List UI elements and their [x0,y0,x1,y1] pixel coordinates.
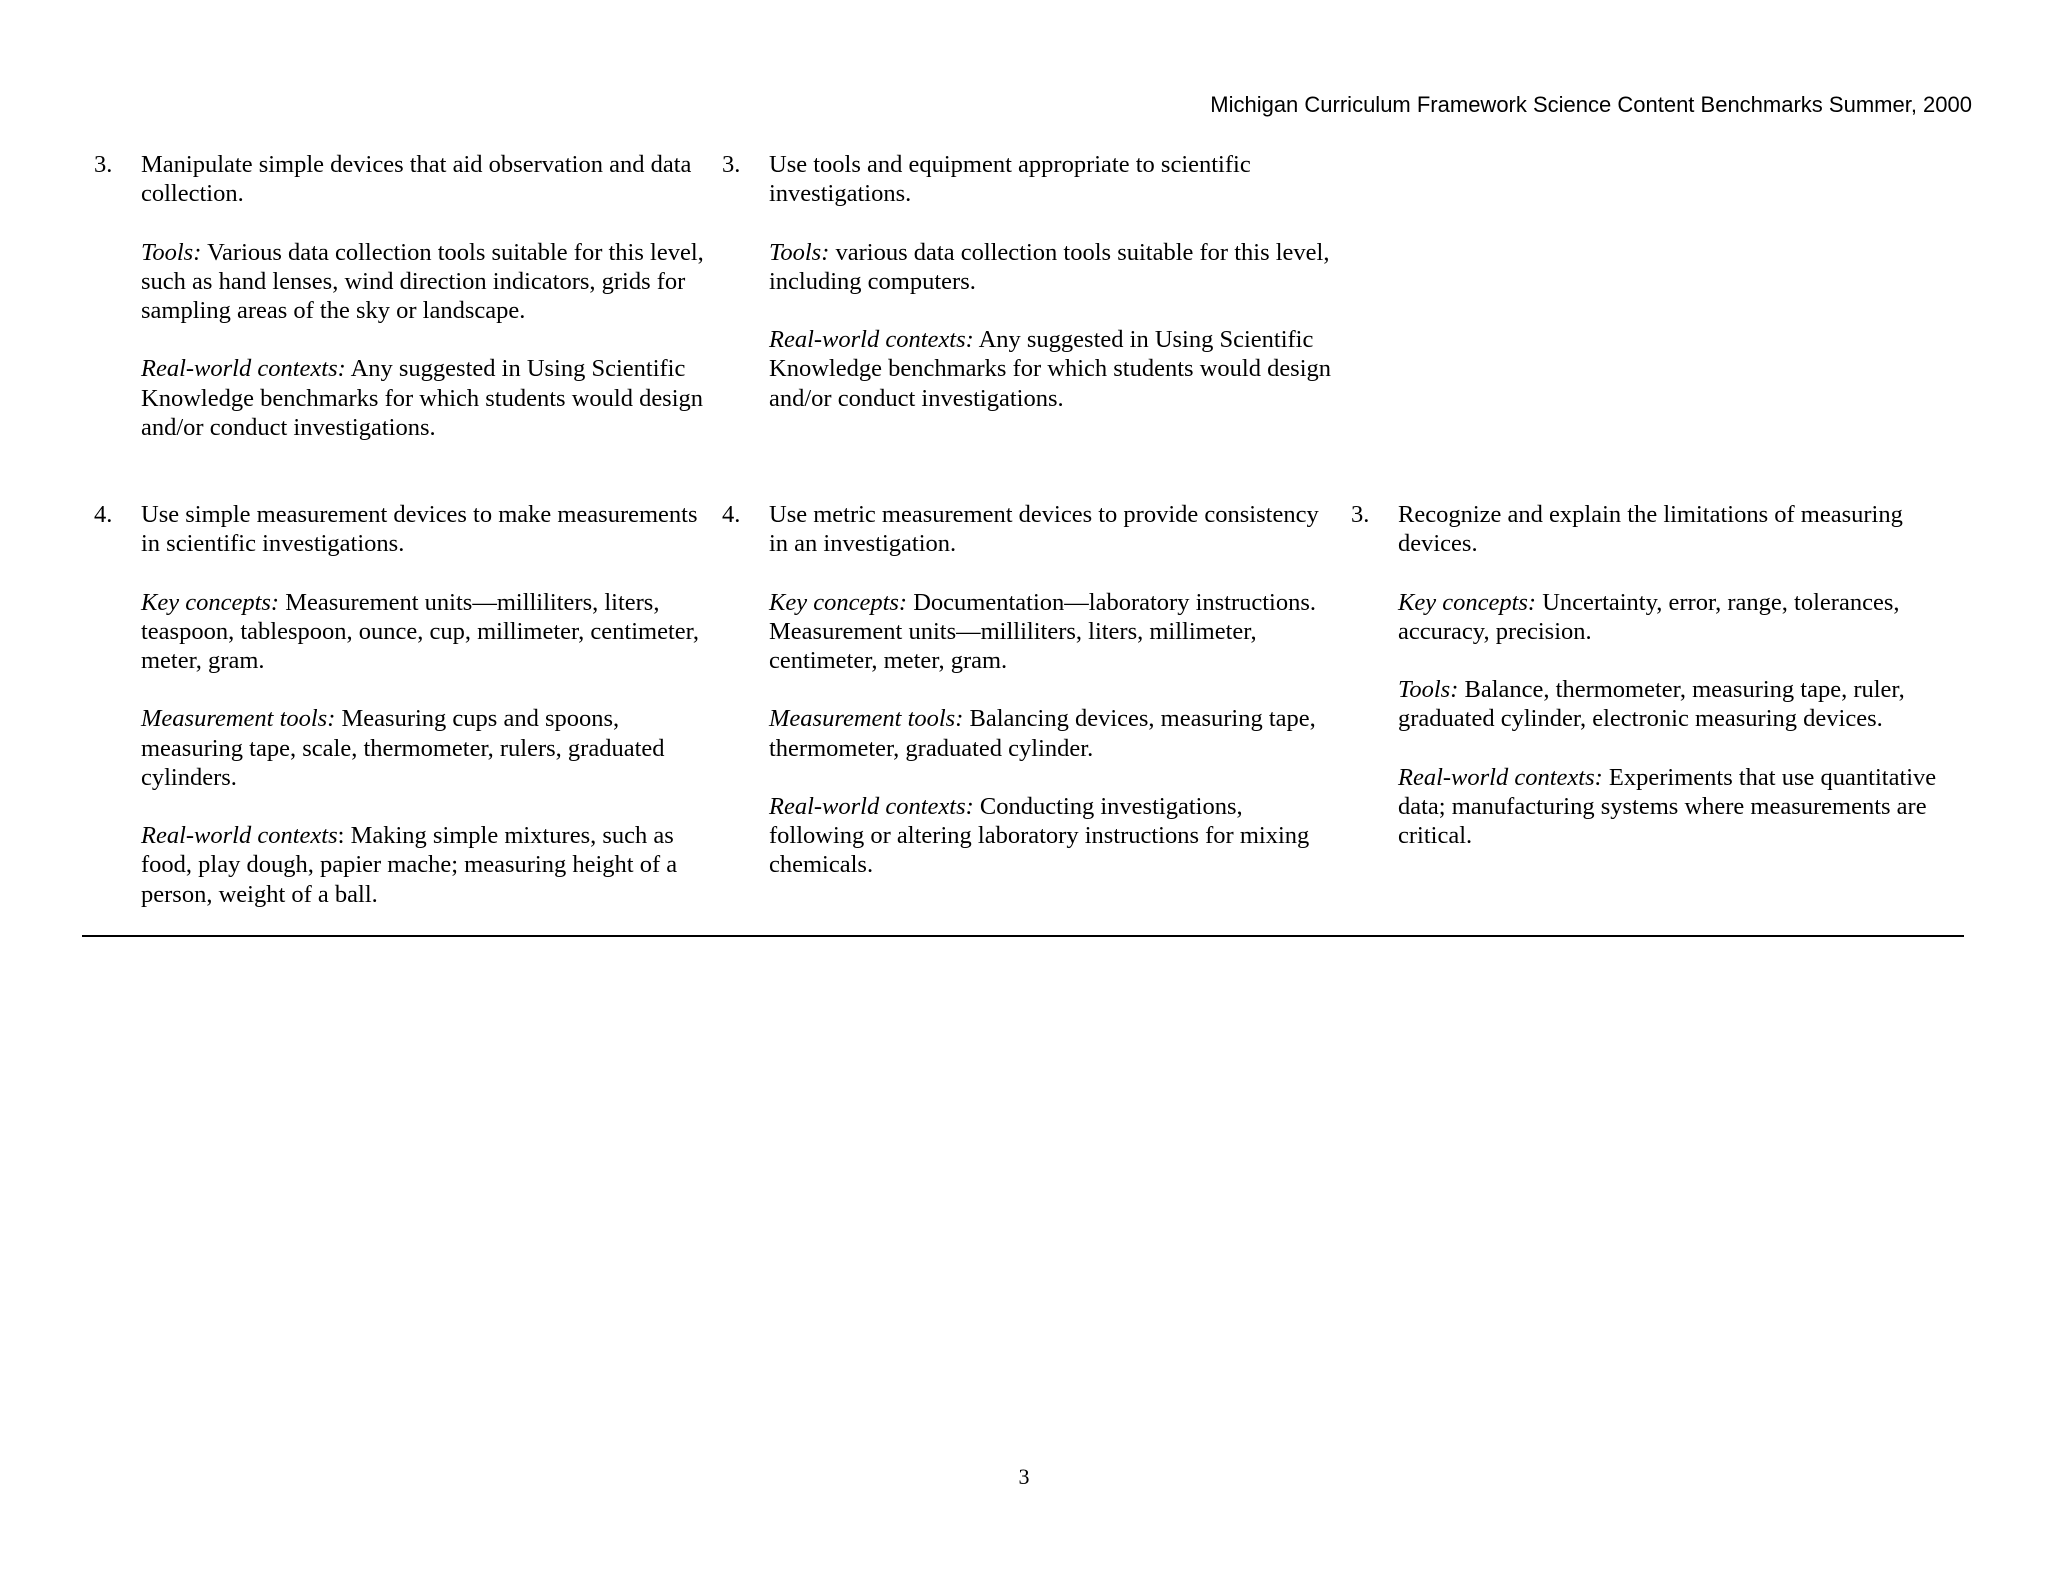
real-world-contexts-text: Any suggested in Using Scientific Knowledge benchmarks for which students would design and/or conduct investigations. [769,326,1332,412]
real-world-contexts-text: Any suggested in Using Scientific Knowledge benchmarks for which students would design and/or conduct investigations. [141,355,704,441]
benchmark-number: 4. [94,501,113,528]
real-world-contexts-label: Real-world contexts: [1398,763,1603,791]
key-concepts-text: Documentation—laboratory instructions. Measurement units—milliliters, liters, millimeter, centimeter, meter, gram. [769,588,1317,674]
tools-label: Tools: [1398,676,1459,704]
running-header: Michigan Curriculum Framework Science Content Benchmarks Summer, 2000 [1210,92,1972,117]
tools-text: Balance, thermometer, measuring tape, ruler, graduated cylinder, electronic measuring devices. [1398,676,1905,733]
benchmark-key-concepts [769,588,1332,676]
benchmark-statement: Use simple measurement devices to make measurements in scientific investigations. [141,501,698,558]
tools-text: Various data collection tools suitable for this level, such as hand lenses, wind direction indicators, grids for sampling areas of the sky or landscape. [141,238,704,324]
benchmark-measurement-tools [769,704,1332,762]
benchmark-real-world-contexts [1398,763,1961,851]
page-number: 3 [1018,1464,1030,1489]
tools-label: Tools: [141,238,202,266]
benchmark-number: 3. [722,151,741,178]
tools-label: Tools: [769,238,830,266]
benchmark-statement: Use metric measurement devices to provide consistency in an investigation. [769,501,1319,558]
benchmark-tools [1398,675,1961,733]
benchmark-r2c1 [94,500,704,909]
benchmark-real-world-contexts [769,792,1332,880]
real-world-contexts-label: Real-world contexts: [769,326,974,354]
benchmark-r1c2 [722,150,1332,413]
benchmark-key-concepts [141,588,704,676]
benchmark-real-world-contexts [141,821,704,909]
real-world-contexts-label: Real-world contexts: [769,792,974,820]
key-concepts-text: Uncertainty, error, range, tolerances, accuracy, precision. [1398,588,1900,645]
benchmark-key-concepts [1398,588,1961,646]
benchmark-statement: Manipulate simple devices that aid observation and data collection. [141,151,692,208]
real-world-contexts-label: Real-world contexts [141,822,338,850]
measurement-tools-label: Measurement tools: [769,705,964,733]
benchmark-r1c1 [94,150,704,442]
benchmark-tools [141,238,704,326]
measurement-tools-text: Balancing devices, measuring tape, thermometer, graduated cylinder. [769,705,1316,762]
benchmark-statement: Use tools and equipment appropriate to scientific investigations. [769,151,1251,208]
benchmark-number: 4. [722,501,741,528]
benchmark-statement: Recognize and explain the limitations of measuring devices. [1398,501,1903,558]
benchmark-number: 3. [94,151,113,178]
key-concepts-label: Key concepts: [769,588,908,616]
benchmark-r2c3 [1351,500,1961,850]
benchmark-real-world-contexts [141,354,704,442]
real-world-contexts-text: : Making simple mixtures, such as food, play dough, papier mache; measuring height of a person, weight of a ball. [141,822,678,908]
measurement-tools-label: Measurement tools: [141,705,336,733]
benchmark-real-world-contexts [769,325,1332,413]
benchmark-r2c2 [722,500,1332,880]
benchmark-tools [769,238,1332,296]
measurement-tools-text: Measuring cups and spoons, measuring tape, scale, thermometer, rulers, graduated cylinders. [141,705,665,791]
key-concepts-label: Key concepts: [141,588,280,616]
tools-text: various data collection tools suitable for this level, including computers. [769,238,1330,295]
horizontal-rule [82,935,1964,937]
real-world-contexts-label: Real-world contexts: [141,355,346,383]
real-world-contexts-text: Conducting investigations, following or altering laboratory instructions for mixing chemicals. [769,792,1310,879]
key-concepts-text: Measurement units—milliliters, liters, teaspoon, tablespoon, ounce, cup, millimeter, centimeter, meter, gram. [141,588,699,674]
benchmark-number: 3. [1351,501,1370,528]
real-world-contexts-text: Experiments that use quantitative data; manufacturing systems where measurements are critical. [1398,763,1937,850]
benchmark-measurement-tools [141,704,704,792]
key-concepts-label: Key concepts: [1398,588,1537,616]
